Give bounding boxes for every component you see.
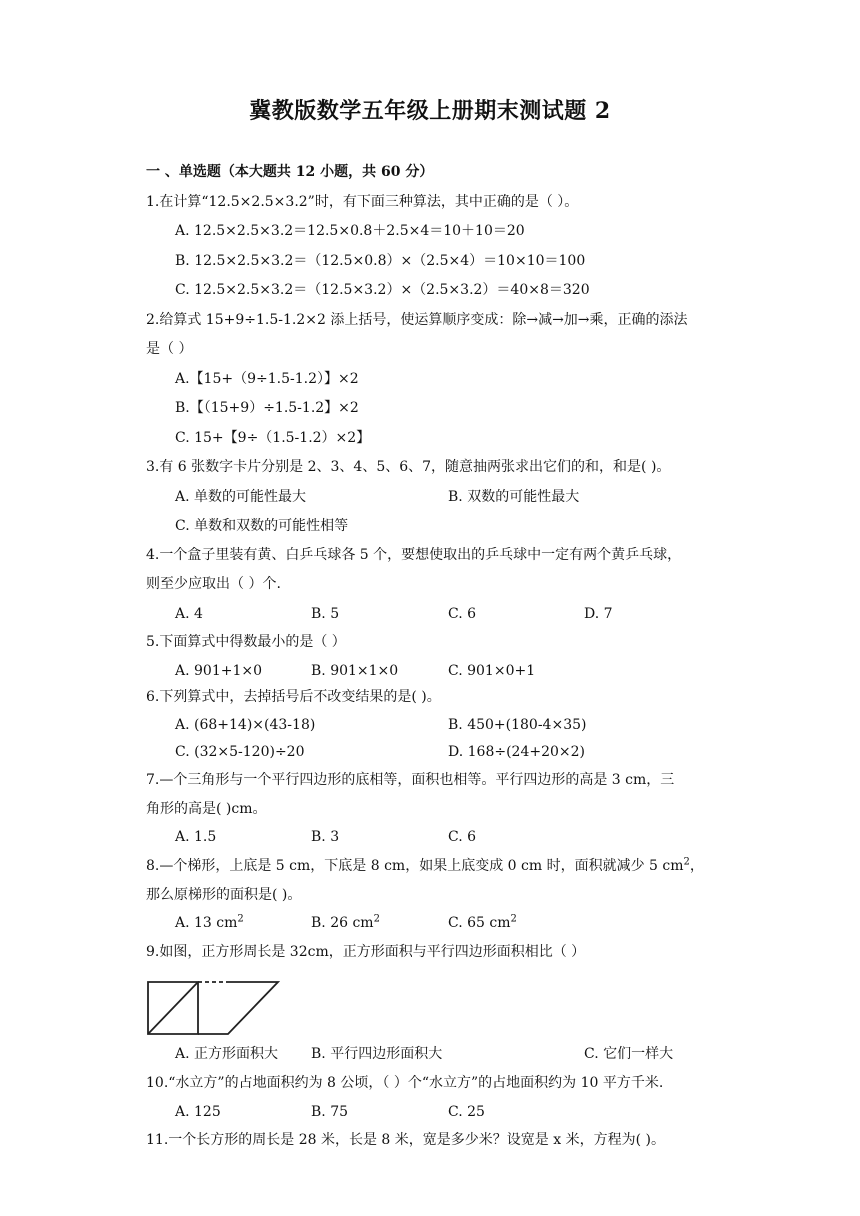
question-7-option-c: C. 6 bbox=[448, 829, 477, 845]
question-9-option-b: B. 平行四边形面积大 bbox=[311, 1046, 443, 1062]
question-1-option-b: B. 12.5×2.5×3.2＝（12.5×0.8）×（2.5×4）＝10×10＝100 bbox=[175, 253, 586, 269]
question-5-option-a: A. 901+1×0 bbox=[175, 663, 263, 679]
question-2-stem-cont: 是（ ） bbox=[146, 341, 193, 357]
squared-superscript: 2 bbox=[510, 913, 517, 925]
parallelogram-side bbox=[148, 982, 198, 1034]
question-5-option-b: B. 901×1×0 bbox=[311, 663, 399, 679]
question-8-option-c bbox=[448, 914, 517, 932]
question-5-stem: 5.下面算式中得数最小的是（ ） bbox=[146, 634, 346, 650]
question-8-stem-cont: 那么原梯形的面积是( )。 bbox=[146, 887, 302, 903]
question-10-option-c: C. 25 bbox=[448, 1104, 485, 1120]
square-parallelogram-figure bbox=[146, 979, 280, 1037]
question-6-option-b: B. 450+(180-4×35) bbox=[448, 717, 587, 733]
question-10-option-a: A. 125 bbox=[175, 1104, 221, 1120]
question-8-option-a-text: A. 13 cm bbox=[175, 915, 238, 931]
squared-superscript: 2 bbox=[237, 913, 244, 925]
question-4-option-c: C. 6 bbox=[448, 606, 477, 622]
question-3-stem: 3.有 6 张数字卡片分别是 2、3、4、5、6、7，随意抽两张求出它们的和，和是( )。 bbox=[146, 459, 671, 475]
question-7-stem-cont: 角形的高是( )cm。 bbox=[146, 801, 267, 817]
question-2-option-c: C. 15+【9÷（1.5-1.2）×2】 bbox=[175, 430, 371, 446]
question-3-option-b: B. 双数的可能性最大 bbox=[448, 489, 580, 505]
question-6-option-c: C. (32×5-120)÷20 bbox=[175, 744, 305, 760]
question-4-option-a: A. 4 bbox=[175, 606, 203, 622]
question-1-option-c: C. 12.5×2.5×3.2＝（12.5×3.2）×（2.5×3.2）＝40×8＝320 bbox=[175, 282, 590, 298]
question-6-stem: 6.下列算式中，去掉括号后不改变结果的是( )。 bbox=[146, 689, 441, 705]
squared-superscript: 2 bbox=[373, 913, 380, 925]
question-7-option-a: A. 1.5 bbox=[175, 829, 217, 845]
question-8-option-a bbox=[175, 914, 244, 932]
question-9-stem: 9.如图，正方形周长是 32cm，正方形面积与平行四边形面积相比（ ） bbox=[146, 944, 586, 960]
squared-superscript: 2 bbox=[683, 856, 690, 868]
question-7-stem: 7.—个三角形与一个平行四边形的底相等，面积也相等。平行四边形的高是 3 cm，三 bbox=[146, 772, 675, 788]
question-8-option-b-text: B. 26 cm bbox=[311, 915, 374, 931]
question-4-option-d: D. 7 bbox=[584, 606, 613, 622]
question-6-option-d: D. 168÷(24+20×2) bbox=[448, 744, 585, 760]
question-2-stem: 2.给算式 15+9÷1.5-1.2×2 添上括号，使运算顺序变成：除→减→加→乘，正确的添法 bbox=[146, 312, 688, 328]
question-10-stem: 10.“水立方”的占地面积约为 8 公顷，（ ）个“水立方”的占地面积约为 10 平方千米. bbox=[146, 1075, 664, 1091]
question-8-stem bbox=[146, 857, 704, 875]
question-6-option-a: A. (68+14)×(43-18) bbox=[175, 717, 316, 733]
question-8-option-b bbox=[311, 914, 380, 932]
question-4-stem: 4.一个盒子里装有黄、白乒乓球各 5 个，要想使取出的乒乓球中一定有两个黄乒乓球， bbox=[146, 547, 682, 563]
question-5-option-c: C. 901×0+1 bbox=[448, 663, 536, 679]
question-9-option-a: A. 正方形面积大 bbox=[175, 1046, 279, 1062]
question-9-option-c: C. 它们一样大 bbox=[584, 1046, 674, 1062]
question-8-stem-punct: ， bbox=[689, 858, 704, 874]
question-2-option-b: B.【（15+9）÷1.5-1.2】×2 bbox=[175, 400, 359, 416]
question-2-option-a: A.【15+（9÷1.5-1.2）】×2 bbox=[175, 371, 359, 387]
parallelogram-shape bbox=[198, 982, 278, 1034]
question-3-option-c: C. 单数和双数的可能性相等 bbox=[175, 518, 349, 534]
question-11-stem: 11.一个长方形的周长是 28 米，长是 8 米，宽是多少米？设宽是 x 米，方程为( )。 bbox=[146, 1132, 665, 1148]
question-10-option-b: B. 75 bbox=[311, 1104, 349, 1120]
question-8-option-c-text: C. 65 cm bbox=[448, 915, 511, 931]
section-heading: 一 、单选题（本大题共 12 小题，共 60 分） bbox=[146, 164, 434, 180]
question-1-option-a: A. 12.5×2.5×3.2＝12.5×0.8＋2.5×4＝10＋10＝20 bbox=[175, 223, 525, 239]
question-8-stem-text: 8.—个梯形，上底是 5 cm，下底是 8 cm，如果上底变成 0 cm 时，面积就减少 5 cm bbox=[146, 858, 684, 874]
question-7-option-b: B. 3 bbox=[311, 829, 340, 845]
page-title: 冀教版数学五年级上册期末测试题 2 bbox=[249, 98, 611, 124]
question-3-option-a: A. 单数的可能性最大 bbox=[175, 489, 307, 505]
question-4-stem-cont: 则至少应取出（ ）个. bbox=[146, 576, 281, 592]
question-1-stem: 1.在计算“12.5×2.5×3.2”时，有下面三种算法，其中正确的是（ ）。 bbox=[146, 194, 579, 210]
question-4-option-b: B. 5 bbox=[311, 606, 340, 622]
